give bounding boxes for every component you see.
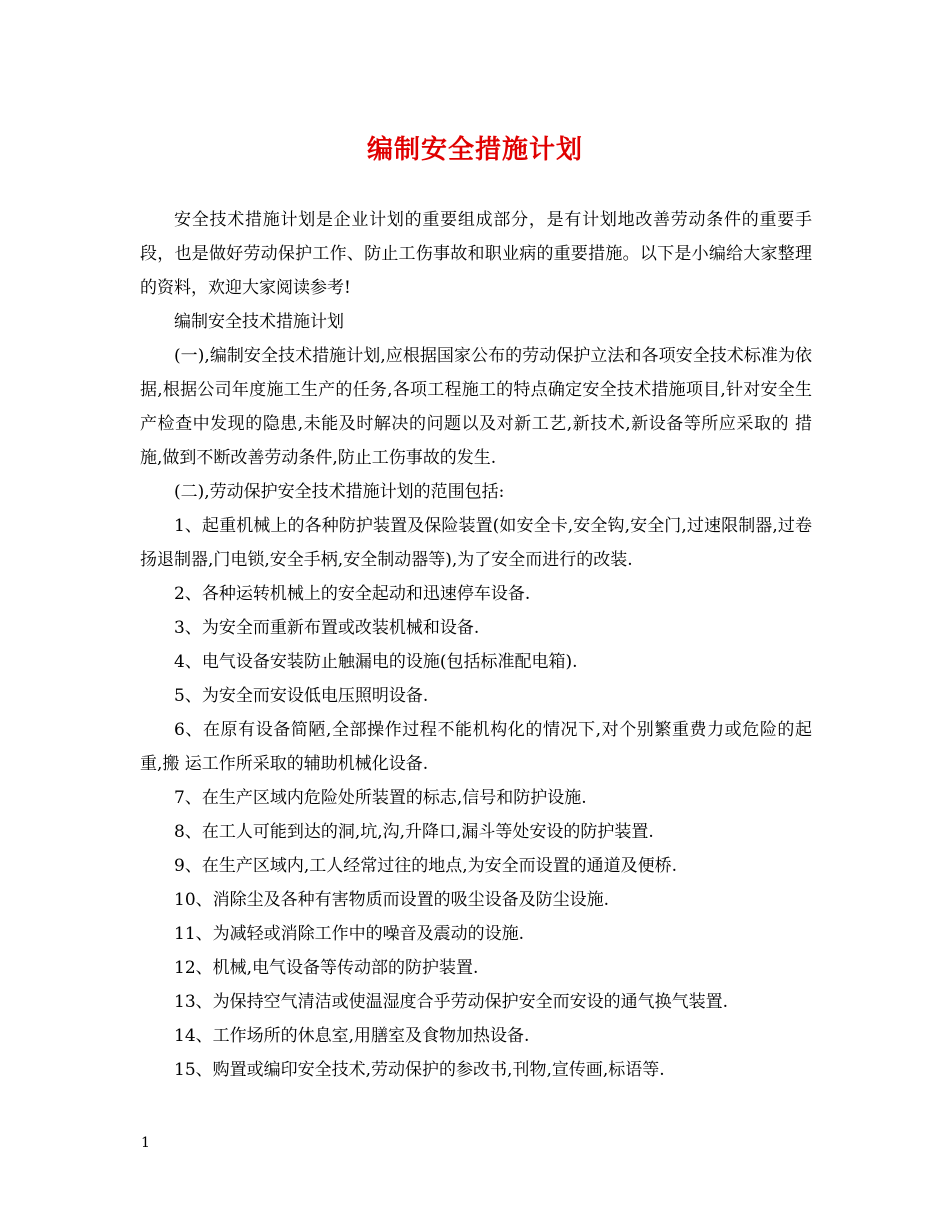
paragraph-part-two: (二),劳动保护安全技术措施计划的范围包括: [174,482,505,502]
list-item: 11、为减轻或消除工作中的噪音及震动的设施. [174,924,525,944]
list-item: 5、为安全而安设低电压照明设备. [174,686,429,706]
list-item: 15、购置或编印安全技术,劳动保护的参改书,刊物,宣传画,标语等. [174,1060,665,1080]
list-item: 2、各种运转机械上的安全起动和迅速停车设备. [174,584,531,604]
list-item: 14、工作场所的休息室,用膳室及食物加热设备. [174,1026,530,1046]
paragraph-part-one: (一),编制安全技术措施计划,应根据国家公布的劳动保护立法和各项安全技术标准为依 据,根据公司年度施工生产的任务,各项工程施工的特点确定安全技术措施项目,针对安全生产检查中发现的隐患,未能及时解决的问题以及对新工艺,新技术,新设备等所应采取的 措施,做到不断改善劳动条件,防止工伤事故的发生. [140,346,812,468]
intro-paragraph: 安全技术措施计划是企业计划的重要组成部分，是有计划地改善劳动条件的重要手段，也是做好劳动保护工作、防止工伤事故和职业病的重要措施。以下是小编给大家整理的资料，欢迎大家阅读参考! [140,210,812,298]
list-item: 1、起重机械上的各种防护装置及保险装置(如安全卡,安全钩,安全门,过速限制器,过卷 扬退制器,门电锁,安全手柄,安全制动器等),为了安全而进行的改装. [140,516,812,570]
list-item: 10、消除尘及各种有害物质而设置的吸尘设备及防尘设施. [174,890,610,910]
document-body [140,203,812,1087]
list-item: 13、为保持空气清洁或使温湿度合乎劳动保护安全而安设的通气换气装置. [174,992,729,1012]
list-item: 12、机械,电气设备等传动部的防护装置. [174,958,479,978]
list-item: 8、在工人可能到达的洞,坑,沟,升降口,漏斗等处安设的防护装置. [174,822,654,842]
list-item: 3、为安全而重新布置或改装机械和设备. [174,618,480,638]
list-item: 4、电气设备安装防止触漏电的设施(包括标准配电箱). [174,652,578,672]
page-number: 1 [141,1135,150,1151]
list-item: 6、在原有设备简陋,全部操作过程不能机构化的情况下,对个别繁重费力或危险的起重,搬 运工作所采取的辅助机械化设备. [140,720,812,774]
list-item: 7、在生产区域内危险处所装置的标志,信号和防护设施. [174,788,587,808]
list-item: 9、在生产区域内,工人经常过往的地点,为安全而设置的通道及便桥. [174,856,678,876]
document-title: 编制安全措施计划 [366,135,583,165]
section-heading: 编制安全技术措施计划 [174,312,344,332]
